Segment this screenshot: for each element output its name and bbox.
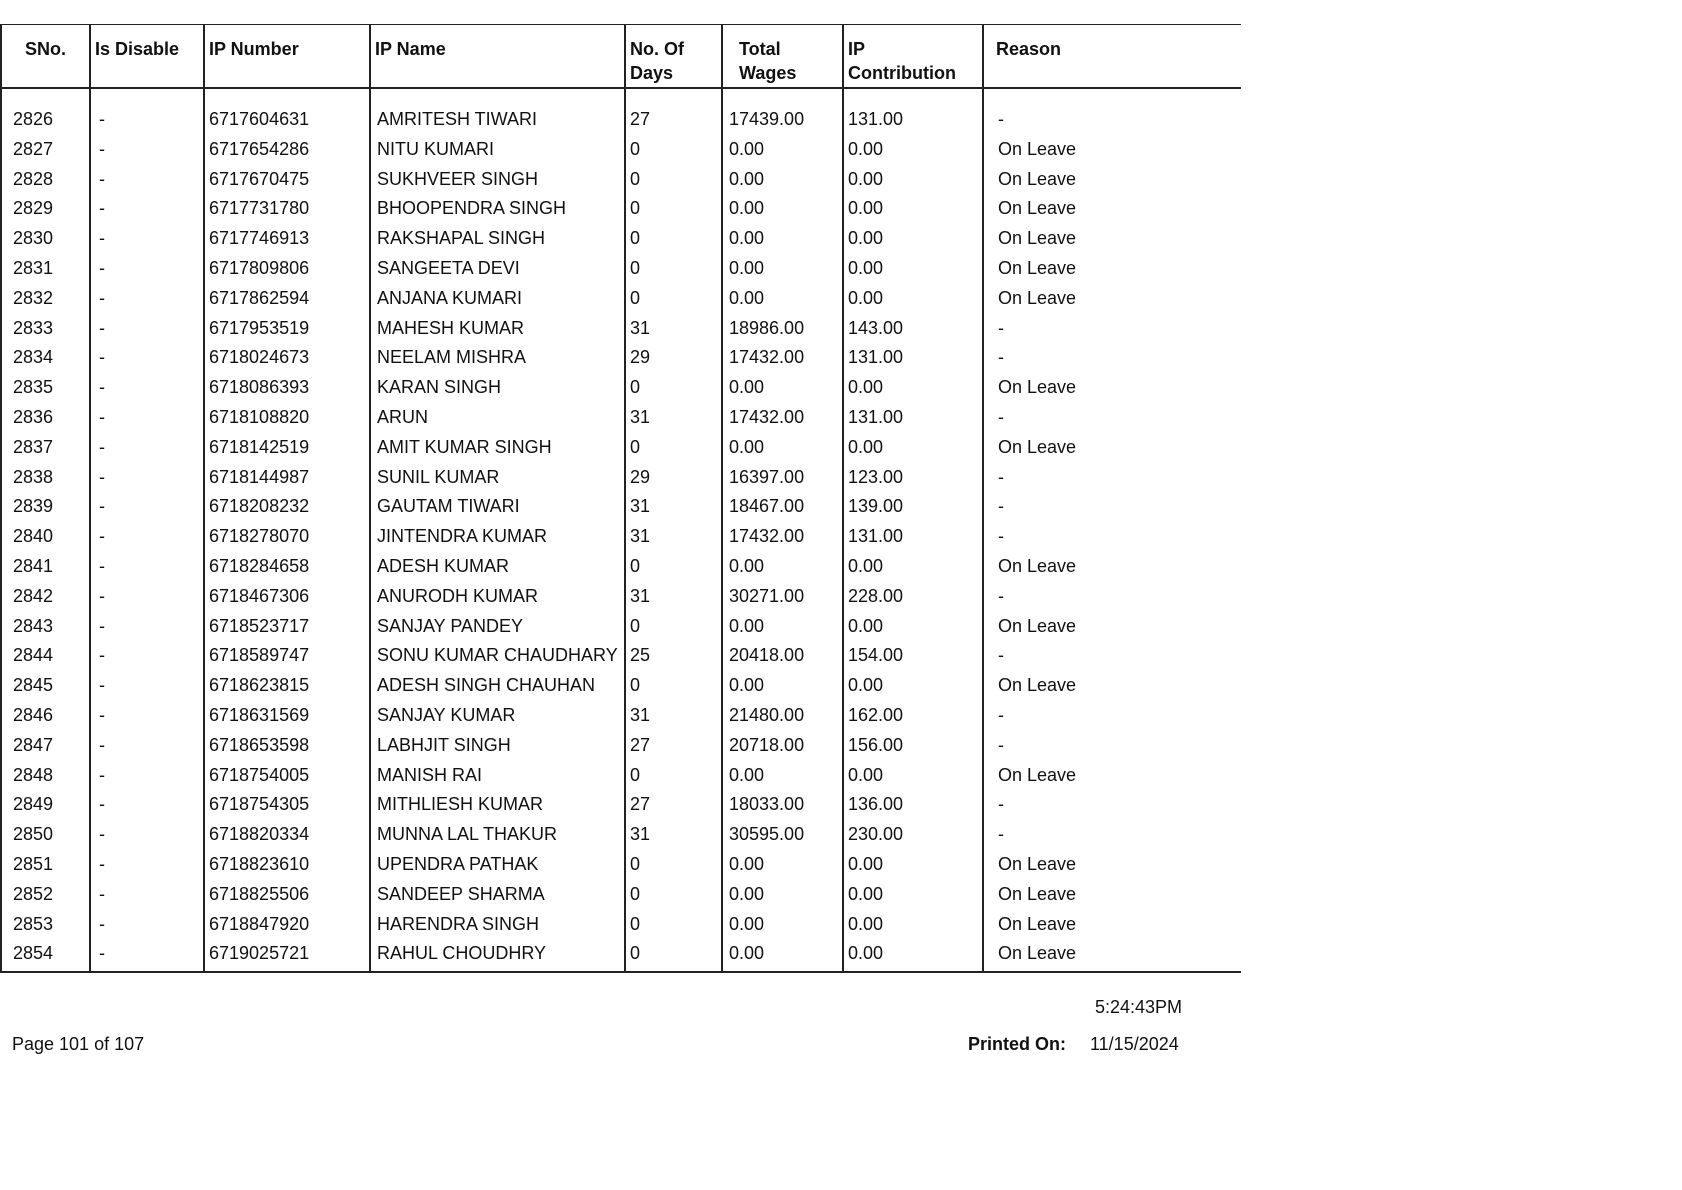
table-row: [1, 108, 1241, 138]
cell-reason: On Leave: [983, 138, 1241, 168]
cell-ip-name: BHOOPENDRA SINGH: [370, 197, 625, 227]
cell-ip-name: HARENDRA SINGH: [370, 913, 625, 943]
cell-reason: On Leave: [983, 853, 1241, 883]
cell-no-of-days: 31: [625, 823, 722, 853]
cell-is-disable: -: [90, 913, 204, 943]
table-row: [1, 913, 1241, 943]
cell-ip-number: 6717746913: [204, 227, 370, 257]
cell-total-wages: 21480.00: [722, 704, 843, 734]
cell-ip-number: 6718144987: [204, 466, 370, 496]
cell-sno: 2849: [1, 793, 90, 823]
cell-is-disable: -: [90, 466, 204, 496]
cell-total-wages: 0.00: [722, 615, 843, 645]
cell-ip-contribution: 0.00: [843, 615, 983, 645]
table-body: [1, 88, 1241, 972]
table-row: [1, 853, 1241, 883]
cell-ip-contribution: 162.00: [843, 704, 983, 734]
cell-ip-name: NEELAM MISHRA: [370, 346, 625, 376]
cell-reason: On Leave: [983, 913, 1241, 943]
cell-is-disable: -: [90, 704, 204, 734]
cell-reason: -: [983, 525, 1241, 555]
cell-ip-number: 6718847920: [204, 913, 370, 943]
cell-ip-number: 6717604631: [204, 108, 370, 138]
header-total-wages-line2: Wages: [739, 63, 797, 83]
cell-ip-contribution: 139.00: [843, 495, 983, 525]
cell-ip-contribution: 0.00: [843, 555, 983, 585]
cell-reason: -: [983, 644, 1241, 674]
cell-total-wages: 20718.00: [722, 734, 843, 764]
cell-ip-contribution: 0.00: [843, 942, 983, 972]
cell-no-of-days: 29: [625, 346, 722, 376]
cell-no-of-days: 0: [625, 942, 722, 972]
cell-total-wages: 30271.00: [722, 585, 843, 615]
cell-ip-name: ANURODH KUMAR: [370, 585, 625, 615]
cell-ip-name: ADESH KUMAR: [370, 555, 625, 585]
cell-ip-name: MAHESH KUMAR: [370, 317, 625, 347]
cell-sno: 2848: [1, 764, 90, 794]
cell-ip-contribution: 156.00: [843, 734, 983, 764]
cell-ip-number: 6717654286: [204, 138, 370, 168]
cell-is-disable: -: [90, 168, 204, 198]
cell-ip-contribution: 0.00: [843, 197, 983, 227]
cell-ip-number: 6718823610: [204, 853, 370, 883]
cell-ip-contribution: 0.00: [843, 913, 983, 943]
table-row: [1, 257, 1241, 287]
cell-ip-contribution: 228.00: [843, 585, 983, 615]
table-row: [1, 227, 1241, 257]
cell-is-disable: -: [90, 138, 204, 168]
cell-ip-number: 6718820334: [204, 823, 370, 853]
cell-ip-number: 6718631569: [204, 704, 370, 734]
table-row: [1, 942, 1241, 972]
cell-total-wages: 0.00: [722, 555, 843, 585]
table-row: [1, 644, 1241, 674]
cell-ip-number: 6718589747: [204, 644, 370, 674]
cell-reason: On Leave: [983, 555, 1241, 585]
table-row: [1, 704, 1241, 734]
cell-is-disable: -: [90, 495, 204, 525]
cell-no-of-days: 31: [625, 585, 722, 615]
cell-reason: On Leave: [983, 942, 1241, 972]
cell-ip-name: JINTENDRA KUMAR: [370, 525, 625, 555]
cell-no-of-days: 0: [625, 227, 722, 257]
cell-is-disable: -: [90, 555, 204, 585]
cell-sno: 2832: [1, 287, 90, 317]
cell-ip-number: 6718278070: [204, 525, 370, 555]
table-row: [1, 376, 1241, 406]
cell-ip-name: SANGEETA DEVI: [370, 257, 625, 287]
cell-ip-number: 6719025721: [204, 942, 370, 972]
table-row: [1, 317, 1241, 347]
table-row: [1, 615, 1241, 645]
cell-is-disable: -: [90, 108, 204, 138]
cell-no-of-days: 31: [625, 495, 722, 525]
cell-ip-number: 6718142519: [204, 436, 370, 466]
header-ip-name: IP Name: [370, 25, 625, 89]
cell-no-of-days: 0: [625, 674, 722, 704]
cell-is-disable: -: [90, 793, 204, 823]
cell-total-wages: 18986.00: [722, 317, 843, 347]
cell-sno: 2827: [1, 138, 90, 168]
printed-on-date: 11/15/2024: [1090, 1034, 1179, 1054]
header-no-of-days-line2: Days: [630, 63, 674, 83]
cell-total-wages: 0.00: [722, 674, 843, 704]
cell-ip-name: NITU KUMARI: [370, 138, 625, 168]
cell-reason: -: [983, 734, 1241, 764]
cell-ip-number: 6718208232: [204, 495, 370, 525]
cell-sno: 2841: [1, 555, 90, 585]
cell-reason: -: [983, 346, 1241, 376]
cell-no-of-days: 0: [625, 197, 722, 227]
cell-sno: 2833: [1, 317, 90, 347]
cell-ip-contribution: 0.00: [843, 436, 983, 466]
ip-table: [0, 24, 1241, 973]
cell-ip-name: AMRITESH TIWARI: [370, 108, 625, 138]
cell-total-wages: 0.00: [722, 913, 843, 943]
cell-is-disable: -: [90, 674, 204, 704]
cell-ip-name: KARAN SINGH: [370, 376, 625, 406]
table-row: [1, 585, 1241, 615]
cell-no-of-days: 31: [625, 525, 722, 555]
cell-ip-name: MANISH RAI: [370, 764, 625, 794]
cell-ip-contribution: 0.00: [843, 883, 983, 913]
cell-ip-number: 6718467306: [204, 585, 370, 615]
table-row: [1, 793, 1241, 823]
cell-no-of-days: 0: [625, 168, 722, 198]
cell-sno: 2844: [1, 644, 90, 674]
cell-sno: 2853: [1, 913, 90, 943]
table-row: [1, 674, 1241, 704]
cell-sno: 2839: [1, 495, 90, 525]
cell-ip-name: SUKHVEER SINGH: [370, 168, 625, 198]
cell-no-of-days: 31: [625, 317, 722, 347]
cell-ip-number: 6717862594: [204, 287, 370, 317]
cell-no-of-days: 27: [625, 108, 722, 138]
cell-total-wages: 30595.00: [722, 823, 843, 853]
cell-is-disable: -: [90, 197, 204, 227]
cell-no-of-days: 31: [625, 406, 722, 436]
cell-ip-name: ANJANA KUMARI: [370, 287, 625, 317]
cell-ip-name: GAUTAM TIWARI: [370, 495, 625, 525]
cell-reason: On Leave: [983, 376, 1241, 406]
header-total-wages: [722, 25, 843, 89]
cell-no-of-days: 25: [625, 644, 722, 674]
cell-ip-contribution: 0.00: [843, 138, 983, 168]
cell-total-wages: 18033.00: [722, 793, 843, 823]
cell-reason: On Leave: [983, 674, 1241, 704]
cell-sno: 2831: [1, 257, 90, 287]
header-ip-contribution-line2: Contribution: [848, 63, 956, 83]
cell-is-disable: -: [90, 346, 204, 376]
cell-sno: 2850: [1, 823, 90, 853]
table-row: [1, 525, 1241, 555]
printed-on-label: Printed On:: [968, 1034, 1066, 1054]
cell-no-of-days: 0: [625, 883, 722, 913]
cell-total-wages: 0.00: [722, 436, 843, 466]
cell-sno: 2836: [1, 406, 90, 436]
cell-total-wages: 0.00: [722, 883, 843, 913]
cell-total-wages: 17432.00: [722, 525, 843, 555]
cell-ip-contribution: 0.00: [843, 287, 983, 317]
cell-reason: On Leave: [983, 615, 1241, 645]
header-no-of-days: [625, 25, 722, 89]
cell-no-of-days: 27: [625, 793, 722, 823]
cell-ip-contribution: 154.00: [843, 644, 983, 674]
cell-ip-contribution: 0.00: [843, 764, 983, 794]
cell-total-wages: 0.00: [722, 168, 843, 198]
cell-is-disable: -: [90, 257, 204, 287]
table-row: [1, 764, 1241, 794]
cell-ip-name: ADESH SINGH CHAUHAN: [370, 674, 625, 704]
cell-ip-name: LABHJIT SINGH: [370, 734, 625, 764]
cell-ip-number: 6717953519: [204, 317, 370, 347]
cell-ip-name: UPENDRA PATHAK: [370, 853, 625, 883]
cell-ip-name: ARUN: [370, 406, 625, 436]
cell-no-of-days: 0: [625, 376, 722, 406]
cell-ip-contribution: 0.00: [843, 227, 983, 257]
cell-is-disable: -: [90, 376, 204, 406]
cell-total-wages: 16397.00: [722, 466, 843, 496]
cell-ip-name: SANJAY PANDEY: [370, 615, 625, 645]
table-row: [1, 287, 1241, 317]
cell-ip-contribution: 131.00: [843, 406, 983, 436]
cell-no-of-days: 0: [625, 138, 722, 168]
cell-reason: -: [983, 793, 1241, 823]
cell-reason: On Leave: [983, 436, 1241, 466]
cell-ip-name: SONU KUMAR CHAUDHARY: [370, 644, 625, 674]
cell-is-disable: -: [90, 585, 204, 615]
cell-reason: -: [983, 466, 1241, 496]
cell-total-wages: 17439.00: [722, 108, 843, 138]
cell-sno: 2843: [1, 615, 90, 645]
cell-reason: -: [983, 406, 1241, 436]
cell-is-disable: -: [90, 525, 204, 555]
cell-no-of-days: 29: [625, 466, 722, 496]
cell-no-of-days: 27: [625, 734, 722, 764]
cell-total-wages: 0.00: [722, 227, 843, 257]
table-row: [1, 823, 1241, 853]
cell-ip-contribution: 0.00: [843, 853, 983, 883]
table-row: [1, 436, 1241, 466]
cell-reason: -: [983, 495, 1241, 525]
cell-reason: On Leave: [983, 287, 1241, 317]
cell-ip-contribution: 230.00: [843, 823, 983, 853]
cell-ip-number: 6718024673: [204, 346, 370, 376]
cell-sno: 2830: [1, 227, 90, 257]
cell-ip-name: SUNIL KUMAR: [370, 466, 625, 496]
cell-ip-name: MITHLIESH KUMAR: [370, 793, 625, 823]
cell-is-disable: -: [90, 942, 204, 972]
cell-ip-contribution: 0.00: [843, 257, 983, 287]
cell-sno: 2840: [1, 525, 90, 555]
table-row: [1, 197, 1241, 227]
page-number: Page 101 of 107: [12, 1034, 145, 1054]
cell-ip-contribution: 123.00: [843, 466, 983, 496]
cell-reason: -: [983, 317, 1241, 347]
header-total-wages-line1: Total: [739, 39, 781, 59]
cell-reason: -: [983, 823, 1241, 853]
table-row: [1, 168, 1241, 198]
cell-ip-number: 6718523717: [204, 615, 370, 645]
cell-total-wages: 20418.00: [722, 644, 843, 674]
cell-sno: 2851: [1, 853, 90, 883]
cell-total-wages: 17432.00: [722, 406, 843, 436]
cell-is-disable: -: [90, 287, 204, 317]
cell-total-wages: 0.00: [722, 257, 843, 287]
cell-ip-number: 6718754005: [204, 764, 370, 794]
cell-reason: On Leave: [983, 197, 1241, 227]
cell-ip-number: 6718825506: [204, 883, 370, 913]
cell-reason: -: [983, 585, 1241, 615]
cell-sno: 2845: [1, 674, 90, 704]
cell-sno: 2828: [1, 168, 90, 198]
cell-ip-contribution: 131.00: [843, 108, 983, 138]
cell-ip-name: SANJAY KUMAR: [370, 704, 625, 734]
ip-contribution-report: [0, 24, 1240, 973]
cell-reason: -: [983, 704, 1241, 734]
cell-no-of-days: 0: [625, 555, 722, 585]
table-row: [1, 138, 1241, 168]
cell-total-wages: 0.00: [722, 853, 843, 883]
cell-ip-contribution: 0.00: [843, 674, 983, 704]
cell-sno: 2829: [1, 197, 90, 227]
cell-sno: 2842: [1, 585, 90, 615]
cell-is-disable: -: [90, 227, 204, 257]
table-row: [1, 555, 1241, 585]
table-row: [1, 734, 1241, 764]
cell-ip-number: 6718108820: [204, 406, 370, 436]
cell-is-disable: -: [90, 615, 204, 645]
cell-reason: On Leave: [983, 227, 1241, 257]
header-sno: SNo.: [1, 25, 90, 89]
cell-ip-contribution: 136.00: [843, 793, 983, 823]
cell-sno: 2837: [1, 436, 90, 466]
cell-reason: On Leave: [983, 168, 1241, 198]
table-spacer-row: [1, 88, 1241, 108]
cell-no-of-days: 0: [625, 764, 722, 794]
header-no-of-days-line1: No. Of: [630, 39, 684, 59]
cell-reason: On Leave: [983, 764, 1241, 794]
cell-total-wages: 0.00: [722, 376, 843, 406]
cell-ip-number: 6718284658: [204, 555, 370, 585]
cell-total-wages: 0.00: [722, 138, 843, 168]
cell-ip-number: 6718653598: [204, 734, 370, 764]
cell-total-wages: 0.00: [722, 942, 843, 972]
table-row: [1, 466, 1241, 496]
cell-ip-name: MUNNA LAL THAKUR: [370, 823, 625, 853]
cell-reason: -: [983, 108, 1241, 138]
cell-is-disable: -: [90, 644, 204, 674]
cell-ip-contribution: 131.00: [843, 525, 983, 555]
cell-is-disable: -: [90, 406, 204, 436]
table-row: [1, 883, 1241, 913]
cell-ip-number: 6717670475: [204, 168, 370, 198]
header-ip-contribution: [843, 25, 983, 89]
header-ip-contribution-line1: IP: [848, 39, 866, 59]
cell-total-wages: 0.00: [722, 764, 843, 794]
cell-sno: 2835: [1, 376, 90, 406]
cell-is-disable: -: [90, 764, 204, 794]
cell-ip-name: SANDEEP SHARMA: [370, 883, 625, 913]
cell-ip-name: RAHUL CHOUDHRY: [370, 942, 625, 972]
header-reason: Reason: [983, 25, 1241, 89]
cell-is-disable: -: [90, 823, 204, 853]
cell-total-wages: 0.00: [722, 287, 843, 317]
cell-sno: 2838: [1, 466, 90, 496]
cell-sno: 2847: [1, 734, 90, 764]
cell-ip-number: 6717809806: [204, 257, 370, 287]
cell-ip-contribution: 0.00: [843, 168, 983, 198]
cell-is-disable: -: [90, 734, 204, 764]
cell-no-of-days: 31: [625, 704, 722, 734]
cell-no-of-days: 0: [625, 913, 722, 943]
cell-ip-name: AMIT KUMAR SINGH: [370, 436, 625, 466]
cell-ip-contribution: 131.00: [843, 346, 983, 376]
cell-no-of-days: 0: [625, 287, 722, 317]
cell-ip-number: 6718754305: [204, 793, 370, 823]
header-is-disable: Is Disable: [90, 25, 204, 89]
table-row: [1, 346, 1241, 376]
cell-is-disable: -: [90, 317, 204, 347]
table-row: [1, 495, 1241, 525]
cell-is-disable: -: [90, 883, 204, 913]
cell-no-of-days: 0: [625, 257, 722, 287]
cell-ip-contribution: 0.00: [843, 376, 983, 406]
cell-sno: 2826: [1, 108, 90, 138]
cell-reason: On Leave: [983, 257, 1241, 287]
cell-no-of-days: 0: [625, 436, 722, 466]
cell-no-of-days: 0: [625, 853, 722, 883]
cell-total-wages: 0.00: [722, 197, 843, 227]
cell-ip-number: 6717731780: [204, 197, 370, 227]
header-ip-number: IP Number: [204, 25, 370, 89]
printed-time: 5:24:43PM: [1095, 997, 1183, 1017]
cell-ip-number: 6718086393: [204, 376, 370, 406]
cell-total-wages: 17432.00: [722, 346, 843, 376]
cell-reason: On Leave: [983, 883, 1241, 913]
cell-ip-contribution: 143.00: [843, 317, 983, 347]
cell-sno: 2846: [1, 704, 90, 734]
cell-sno: 2854: [1, 942, 90, 972]
cell-no-of-days: 0: [625, 615, 722, 645]
table-row: [1, 406, 1241, 436]
cell-total-wages: 18467.00: [722, 495, 843, 525]
cell-ip-number: 6718623815: [204, 674, 370, 704]
cell-ip-name: RAKSHAPAL SINGH: [370, 227, 625, 257]
cell-sno: 2852: [1, 883, 90, 913]
cell-is-disable: -: [90, 436, 204, 466]
cell-is-disable: -: [90, 853, 204, 883]
table-header: [1, 25, 1241, 89]
cell-sno: 2834: [1, 346, 90, 376]
